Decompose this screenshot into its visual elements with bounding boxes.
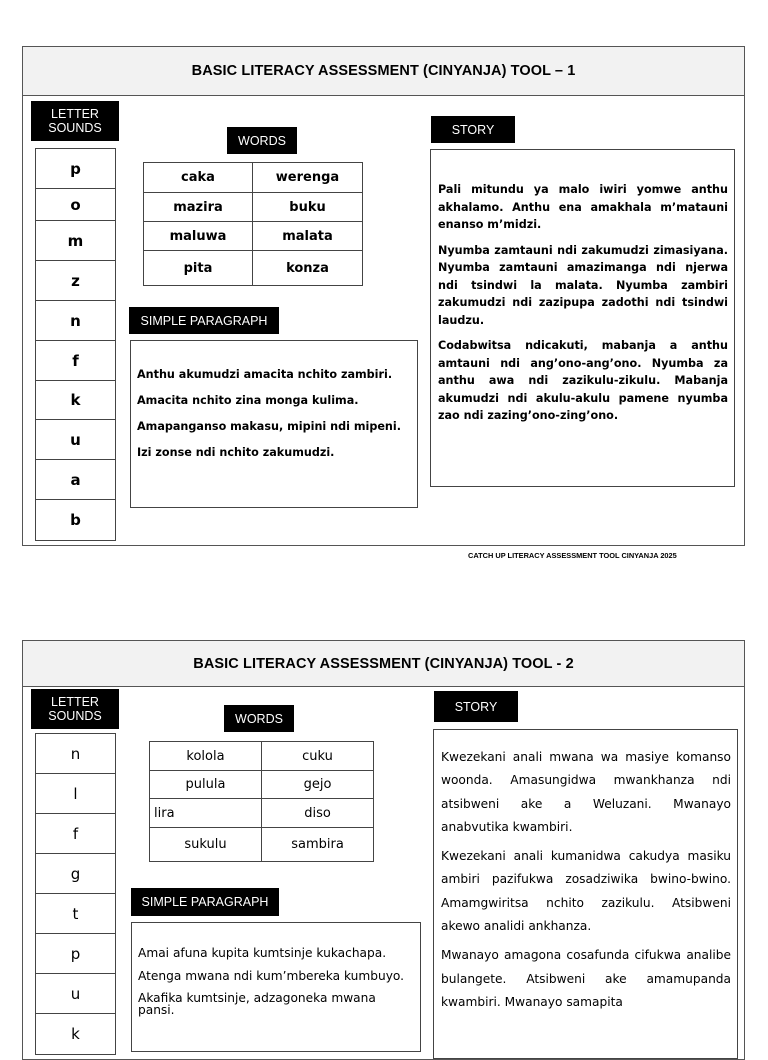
- story-paragraph: Kwezekani anali mwana wa masiye komanso woonda. Amasungidwa mwankhanza ndi atsibweni ake a Weluzani. Mwanayo anabvutika kwambiri.: [441, 750, 731, 834]
- table-row: [150, 771, 374, 799]
- letter-sounds-column: [35, 148, 116, 541]
- sheet-1-header: [23, 47, 744, 96]
- story-box: [430, 149, 735, 487]
- simple-paragraph-box: [131, 922, 421, 1052]
- words-table: [149, 741, 374, 862]
- word-cell: malata: [253, 222, 363, 251]
- letter-cell: n: [36, 301, 115, 341]
- table-row: [150, 799, 374, 828]
- table-row: [144, 193, 363, 222]
- word-cell: cuku: [262, 742, 374, 771]
- story-box: [433, 729, 738, 1059]
- story-paragraph: Mwanayo amagona cosafunda cifukwa analibe bulangete. Atsibweni ake amamupanda kwambiri. Mwanayo samapita: [441, 948, 731, 1009]
- paragraph-line: Amapanganso makasu, mipini ndi mipeni.: [137, 420, 401, 433]
- paragraph-line: Akafika kumtsinje, adzagoneka mwana pansi.: [138, 991, 376, 1017]
- word-cell: kolola: [150, 742, 262, 771]
- table-row: [150, 742, 374, 771]
- word-cell: diso: [262, 799, 374, 828]
- letter-sounds-label: LETTER SOUNDS: [31, 101, 119, 141]
- word-cell: werenga: [253, 163, 363, 193]
- letter-cell: o: [36, 189, 115, 221]
- paragraph-line: Amai afuna kupita kumtsinje kukachapa.: [138, 946, 387, 960]
- sheet-2-header: [23, 641, 744, 687]
- letter-cell: t: [36, 894, 115, 934]
- simple-paragraph-label: SIMPLE PARAGRAPH: [131, 888, 279, 916]
- story-paragraph: Kwezekani anali kumanidwa cakudya masiku ambiri pazifukwa zosadziwika bwino-bwino. Amamgwiritsa nchito zazikulu. Atsibweni akewo analidi ankhanza.: [441, 849, 731, 934]
- simple-paragraph-box: [130, 340, 418, 508]
- letter-cell: f: [36, 341, 115, 381]
- letter-cell: a: [36, 460, 115, 500]
- letter-cell: z: [36, 261, 115, 301]
- letter-cell: k: [71, 1025, 80, 1043]
- letter-sounds-label: LETTER SOUNDS: [31, 689, 119, 729]
- words-label: WORDS: [227, 127, 297, 154]
- letter-cell: f: [36, 814, 115, 854]
- story-paragraph: Pali mitundu ya malo iwiri yomwe anthu akhalamo. Anthu ena amakhala m’matauni enanso m’midzi.: [438, 183, 728, 231]
- word-cell: pita: [144, 251, 253, 286]
- letter-cell: m: [36, 221, 115, 261]
- word-cell: sambira: [262, 828, 374, 862]
- letter-cell: l: [36, 774, 115, 814]
- story-label: STORY: [434, 691, 518, 722]
- letter-cell: g: [36, 854, 115, 894]
- assessment-sheet-1: [22, 46, 745, 546]
- paragraph-line: Izi zonse ndi nchito zakumudzi.: [137, 446, 335, 459]
- word-cell: maluwa: [144, 222, 253, 251]
- word-cell: lira: [150, 799, 262, 828]
- paragraph-line: Anthu akumudzi amacita nchito zambiri.: [137, 368, 393, 381]
- sheet-2-title: BASIC LITERACY ASSESSMENT (CINYANJA) TOOL - 2: [193, 655, 574, 672]
- table-row: [144, 163, 363, 193]
- word-cell: konza: [253, 251, 363, 286]
- story-paragraph: Nyumba zamtauni ndi zakumudzi zimasiyana. Nyumba zamtauni amazimanga ndi njerwa ndi tsindwi la malata. Nyumba zambiri zakumudzi ndi zazipupa zadothi ndi tsindwi laudzu.: [438, 243, 728, 327]
- word-cell: mazira: [144, 193, 253, 222]
- words-label: WORDS: [224, 705, 294, 732]
- table-row: [144, 222, 363, 251]
- simple-paragraph-label: SIMPLE PARAGRAPH: [129, 307, 279, 334]
- letter-cell: u: [36, 974, 115, 1014]
- words-table: [143, 162, 363, 286]
- letter-sounds-column: [35, 733, 116, 1055]
- letter-cell: p: [36, 934, 115, 974]
- letter-cell: p: [36, 149, 115, 189]
- table-row: [144, 251, 363, 286]
- footer-note: CATCH UP LITERACY ASSESSMENT TOOL CINYANJA 2025: [468, 551, 677, 560]
- assessment-sheet-2: [22, 640, 745, 1060]
- letter-cell: n: [36, 734, 115, 774]
- letter-cell: k: [36, 381, 115, 420]
- story-label: STORY: [431, 116, 515, 143]
- table-row: [150, 828, 374, 862]
- paragraph-line: Amacita nchito zina monga kulima.: [137, 394, 359, 407]
- word-cell: sukulu: [150, 828, 262, 862]
- letter-cell: b: [70, 511, 81, 529]
- word-cell: buku: [253, 193, 363, 222]
- sheet-1-title: BASIC LITERACY ASSESSMENT (CINYANJA) TOOL – 1: [191, 63, 576, 79]
- paragraph-line: Atenga mwana ndi kum’mbereka kumbuyo.: [138, 969, 405, 983]
- story-paragraph: Codabwitsa ndicakuti, mabanja a anthu amtauni ndi ang’ono-ang’ono. Nyumba za anthu awa ndi zazikulu-zikulu. Mabanja akumudzi ndi akulu-akulu pamene nyumba zao ndi zazing’ono-zing’ono.: [438, 339, 728, 422]
- word-cell: gejo: [262, 771, 374, 799]
- word-cell: pulula: [150, 771, 262, 799]
- word-cell: caka: [144, 163, 253, 193]
- letter-cell: u: [36, 420, 115, 460]
